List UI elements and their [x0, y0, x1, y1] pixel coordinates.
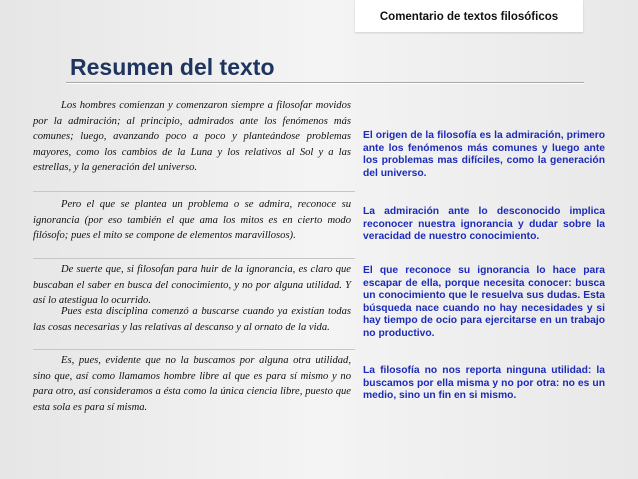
text-paragraph-1: Los hombres comienzan y comenzaron siempre a filosofar movidos por la admiración; al principio, admirados ante los fenómenos más comunes; luego, avanzando poco a poco y planteándose problemas mayores, como los cambios de la Luna y los relativos al Sol y a las estrellas, y la generación del universo.: [33, 100, 351, 174]
title-underline: [66, 82, 584, 83]
summary-2: La admiración ante lo desconocido implica reconocer nuestra ignorancia y dudar sobre la veracidad de nuestro conocimiento.: [363, 206, 605, 243]
slide-title: Resumen del texto: [70, 54, 275, 80]
separator-3: [33, 349, 355, 350]
separator-1: [33, 191, 355, 192]
summary-1: El origen de la filosofía es la admiración, primero ante los fenómenos más comunes y luego ante los problemas mas difíciles, como la generación del universo.: [363, 130, 605, 179]
summary-4: La filosofía no nos reporta ninguna utilidad: la buscamos por ella misma y no por otra: no es un medio, sino un fin en si mismo.: [363, 365, 605, 402]
text-paragraph-3: De suerte que, si filosofan para huir de la ignorancia, es claro que buscaban el saber en busca del conocimiento, y no por alguna utilidad. Y así lo atestigua lo ocurrido.: [33, 264, 351, 307]
text-paragraph-2: Pero el que se plantea un problema o se admira, reconoce su ignorancia (por eso también el que ama los mitos es en cierto modo filósofo; pues el mito se compone de elementos maravillosos).: [33, 199, 351, 242]
header-box: [355, 0, 583, 32]
text-paragraph-5: Es, pues, evidente que no la buscamos por alguna otra utilidad, sino que, así como llamamos hombre libre al que es para sí mismo y no para otro, así consideramos a ésta como la única ciencia libre, puesto que esta sola es para sí misma.: [33, 355, 351, 413]
separator-2: [33, 258, 355, 259]
summary-3: El que reconoce su ignorancia lo hace para escapar de ella, porque necesita conocer: busca un conocimiento que le resuelva sus dudas. Esta búsqueda nace cuando no hay necesidades y si hay tiempo de ocio para ejercitarse en un trabajo no productivo.: [363, 265, 605, 339]
header-title: Comentario de textos filosóficos: [379, 11, 559, 23]
text-paragraph-4: Pues esta disciplina comenzó a buscarse cuando ya existían todas las cosas necesarias y las relativas al descanso y al ornato de la vida.: [33, 306, 351, 333]
